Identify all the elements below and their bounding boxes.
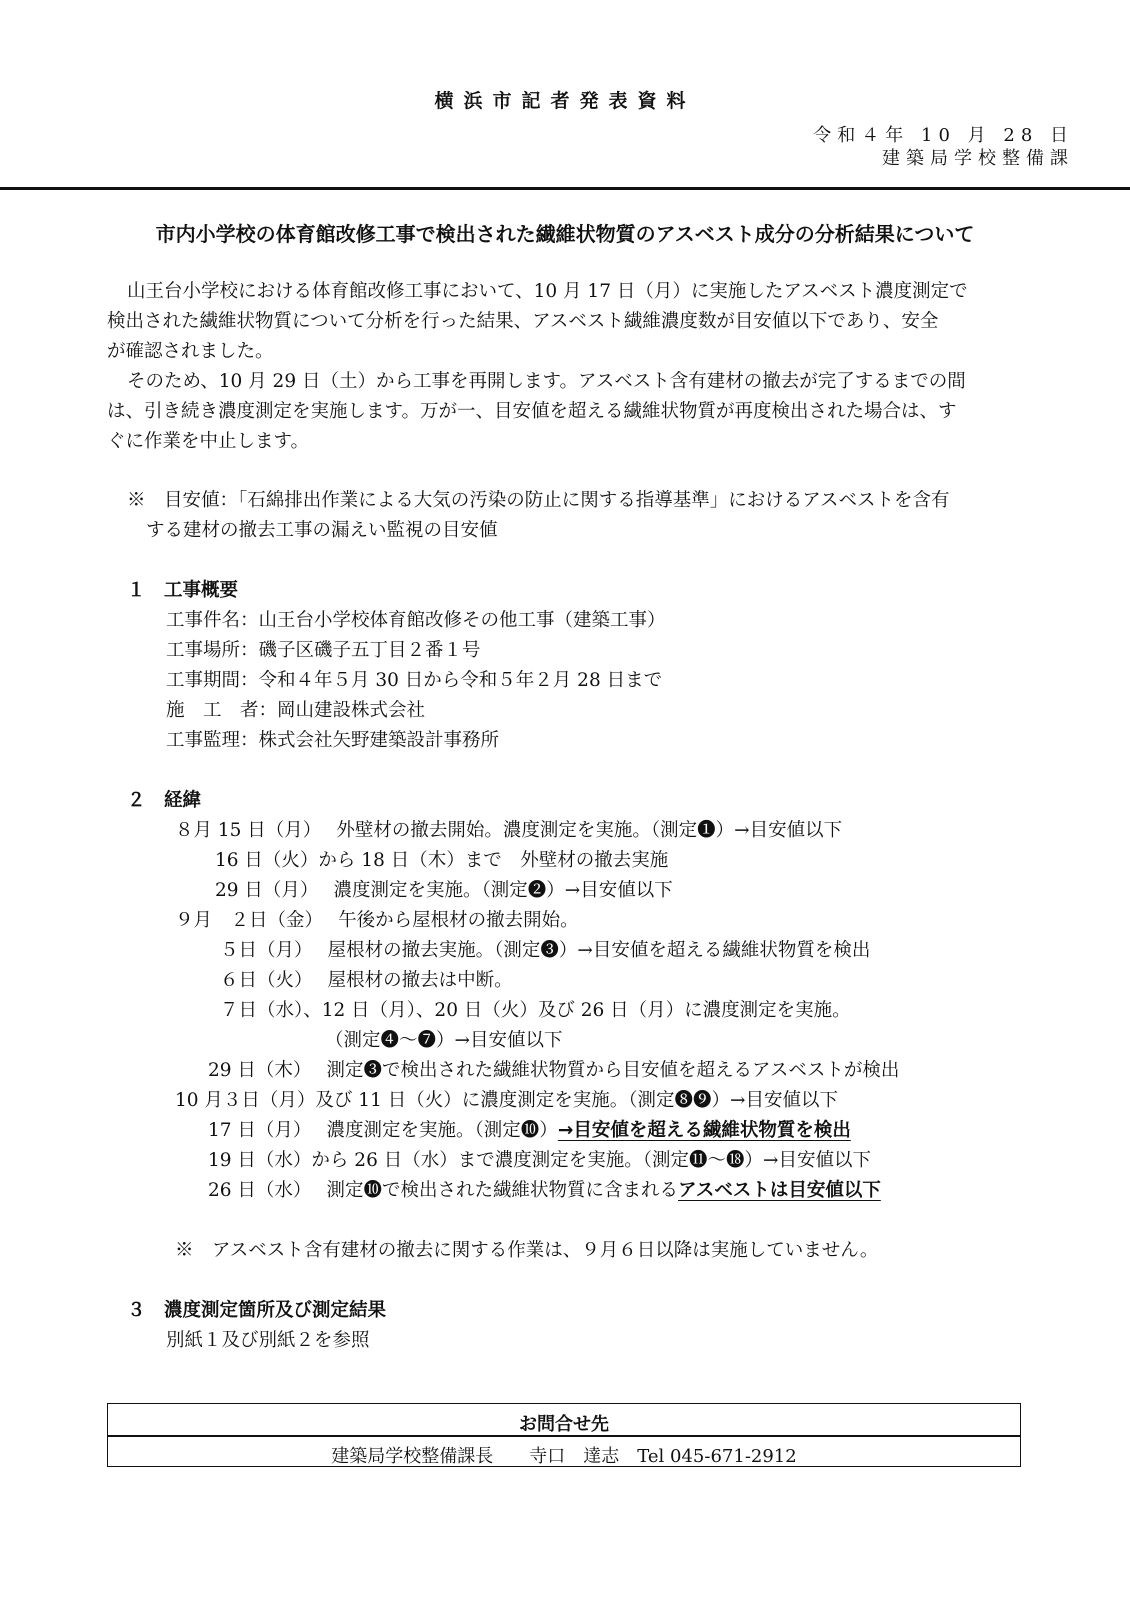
timeline-text: 26 日（水） 測定❿で検出された繊維状物質に含まれる [208, 1180, 679, 1201]
intro-line: 山王台小学校における体育館改修工事において、10 月 17 日（月）に実施したアスベスト濃度測定で [127, 281, 968, 302]
safe-result: アスベストは目安値以下 [678, 1180, 881, 1201]
timeline-entry: 29 日（木） 測定❸で検出された繊維状物質から目安値を超えるアスベストが検出 [208, 1060, 900, 1081]
timeline-entry [208, 1122, 851, 1141]
timeline-entry: ５日（月） 屋根材の撤去実施。（測定❸）→目安値を超える繊維状物質を検出 [220, 940, 871, 961]
timeline-entry: 10 月３日（月）及び 11 日（火）に濃度測定を実施。（測定❽❾）→目安値以下 [175, 1090, 838, 1111]
section-heading: ３ 濃度測定箇所及び測定結果 [127, 1300, 387, 1321]
timeline-entry: ９月 ２日（金） 午後から屋根材の撤去開始。 [175, 910, 579, 931]
timeline-entry: 19 日（水）から 26 日（水）まで濃度測定を実施。（測定⓫～⓲）→目安値以下 [208, 1150, 871, 1171]
inquiry-divider [108, 1435, 1020, 1437]
intro-line: そのため、10 月 29 日（土）から工事を再開します。アスベスト含有建材の撤去が完了するまでの間 [127, 371, 966, 392]
intro-line: が確認されました。 [107, 341, 274, 362]
intro-line: は、引き続き濃度測定を実施します。万が一、目安値を超える繊維状物質が再度検出された場合は、す [107, 401, 957, 422]
project-detail: 工事件名：山王台小学校体育館改修その他工事（建築工事） [166, 610, 666, 631]
timeline-entry [208, 1182, 881, 1201]
document-title: 市内小学校の体育館改修工事で検出された繊維状物質のアスベスト成分の分析結果について [155, 222, 975, 246]
inquiry-box [107, 1403, 1021, 1467]
inquiry-title: お問合せ先 [519, 1414, 609, 1435]
section-heading: １ 工事概要 [127, 580, 239, 601]
inquiry-contact: 建築局学校整備課長 寺口 達志 Tel 045-671-2912 [331, 1446, 797, 1467]
timeline-text: 17 日（月） 濃度測定を実施。（測定❿） [208, 1120, 558, 1141]
guideline-note: する建材の撤去工事の漏えい監視の目安値 [146, 520, 498, 541]
release-date: 令和４年 10 月 28 日 [813, 125, 1074, 146]
section-heading: ２ 経緯 [127, 790, 202, 811]
exceeded-result: →目安値を超える繊維状物質を検出 [557, 1120, 851, 1141]
header-divider [0, 187, 1130, 190]
work-status-note: ※ アスベスト含有建材の撤去に関する作業は、９月６日以降は実施していません。 [175, 1240, 879, 1261]
project-detail: 施 工 者：岡山建設株式会社 [166, 700, 426, 721]
project-detail: 工事期間：令和４年５月 30 日から令和５年２月 28 日まで [166, 670, 663, 691]
project-detail: 工事場所：磯子区磯子五丁目２番１号 [166, 640, 481, 661]
guideline-note: ※ 目安値：「石綿排出作業による大気の汚染の防止に関する指導基準」におけるアスベストを含有 [127, 490, 950, 511]
intro-line: 検出された繊維状物質について分析を行った結果、アスベスト繊維濃度数が目安値以下であり、安全 [107, 311, 939, 332]
timeline-entry: 16 日（火）から 18 日（木）まで 外壁材の撤去実施 [215, 850, 669, 871]
press-release-label: 横浜市記者発表資料 [434, 90, 696, 112]
intro-line: ぐに作業を中止します。 [107, 431, 310, 452]
department-name: 建築局学校整備課 [882, 148, 1074, 169]
timeline-entry: （測定❹～❼）→目安値以下 [325, 1030, 563, 1051]
project-detail: 工事監理：株式会社矢野建築設計事務所 [166, 730, 500, 751]
attachment-reference: 別紙１及び別紙２を参照 [166, 1330, 370, 1351]
timeline-entry: ７日（水）、12 日（月）、20 日（火）及び 26 日（月）に濃度測定を実施。 [220, 1000, 851, 1021]
timeline-entry: ６日（火） 屋根材の撤去は中断。 [220, 970, 513, 991]
timeline-entry: 29 日（月） 濃度測定を実施。（測定❷）→目安値以下 [215, 880, 673, 901]
timeline-entry: ８月 15 日（月） 外壁材の撤去開始。濃度測定を実施。（測定❶）→目安値以下 [175, 820, 843, 841]
